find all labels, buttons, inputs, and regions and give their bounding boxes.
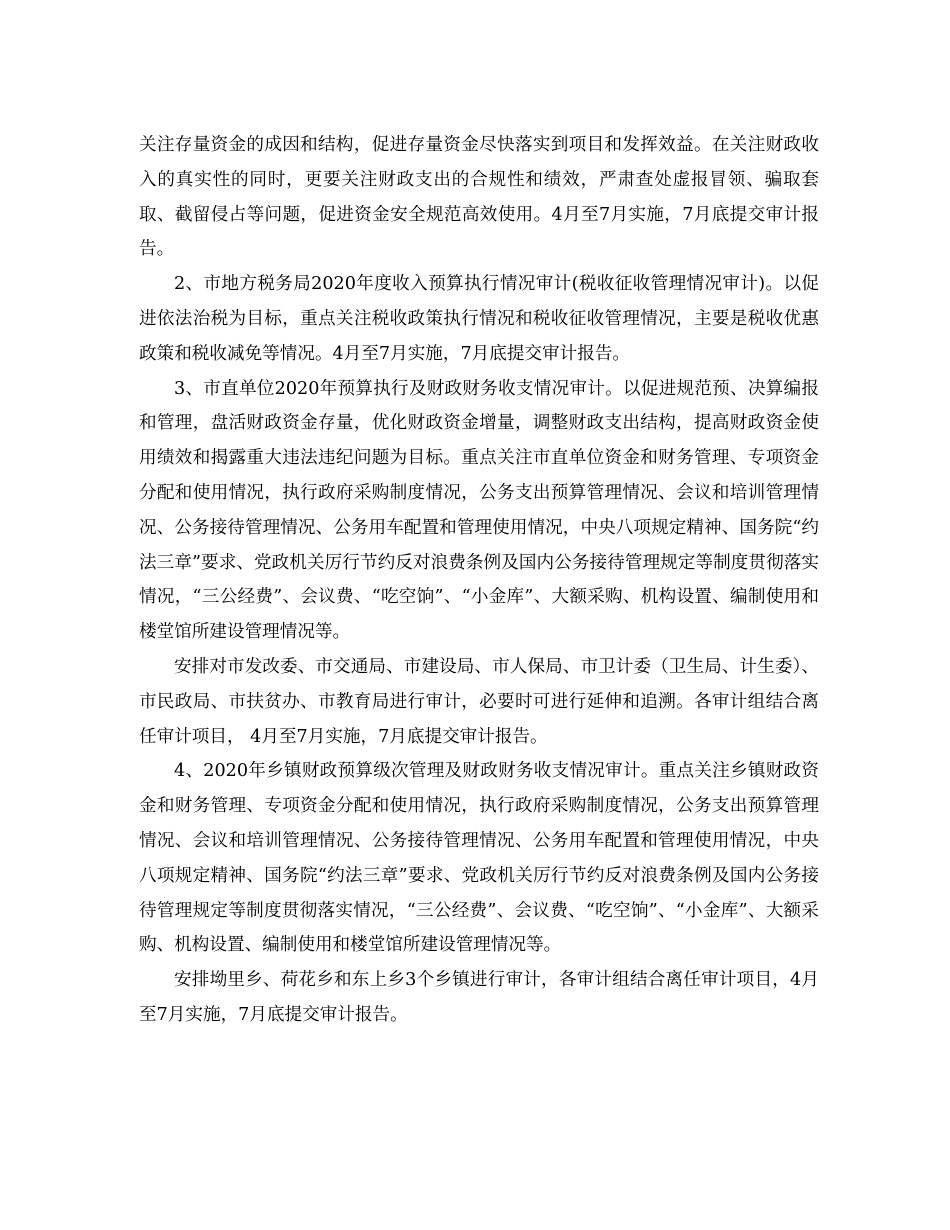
paragraph-4: 安排对市发改委、市交通局、市建设局、市人保局、市卫计委（卫生局、计生委）、市民政局、市扶贫办、市教育局进行审计，必要时可进行延伸和追溯。各审计组结合离任审计项目， 4月至7月实施，7月底提交审计报告。 xyxy=(139,656,819,747)
document-body xyxy=(139,128,819,1033)
paragraph-3: 3、市直单位2020年预算执行及财政财务收支情况审计。以促进规范预、决算编报和管理，盘活财政资金存量，优化财政资金增量，调整财政支出结构，提高财政资金使用绩效和揭露重大违法违纪问题为目标。重点关注市直单位资金和财务管理、专项资金分配和使用情况，执行政府采购制度情况，公务支出预算管理情况、会议和培训管理情况、公务接待管理情况、公务用车配置和管理使用情况，中央八项规定精神、国务院“约法三章”要求、党政机关厉行节约反对浪费条例及国内公务接待管理规定等制度贯彻落实情况，“三公经费”、会议费、“吃空饷”、“小金库”、大额采购、机构设置、编制使用和楼堂馆所建设管理情况等。 xyxy=(139,378,819,643)
paragraph-1: 关注存量资金的成因和结构，促进存量资金尽快落实到项目和发挥效益。在关注财政收入的真实性的同时，更要关注财政支出的合规性和绩效，严肃查处虚报冒领、骗取套取、截留侵占等问题，促进资金安全规范高效使用。4月至7月实施，7月底提交审计报告。 xyxy=(139,135,819,260)
paragraph-6: 安排坳里乡、荷花乡和东上乡3个乡镇进行审计，各审计组结合离任审计项目，4月至7月实施，7月底提交审计报告。 xyxy=(139,970,819,1025)
paragraph-2: 2、市地方税务局2020年度收入预算执行情况审计(税收征收管理情况审计)。以促进依法治税为目标，重点关注税收政策执行情况和税收征收管理情况，主要是税收优惠政策和税收减免等情况。4月至7月实施，7月底提交审计报告。 xyxy=(139,274,819,364)
paragraph-5: 4、2020年乡镇财政预算级次管理及财政财务收支情况审计。重点关注乡镇财政资金和财务管理、专项资金分配和使用情况，执行政府采购制度情况，公务支出预算管理情况、会议和培训管理情况、公务接待管理情况、公务用车配置和管理使用情况，中央八项规定精神、国务院“约法三章”要求、党政机关厉行节约反对浪费条例及国内公务接待管理规定等制度贯彻落实情况，“三公经费”、会议费、“吃空饷”、“小金库”、大额采购、机构设置、编制使用和楼堂馆所建设管理情况等。 xyxy=(139,761,819,956)
